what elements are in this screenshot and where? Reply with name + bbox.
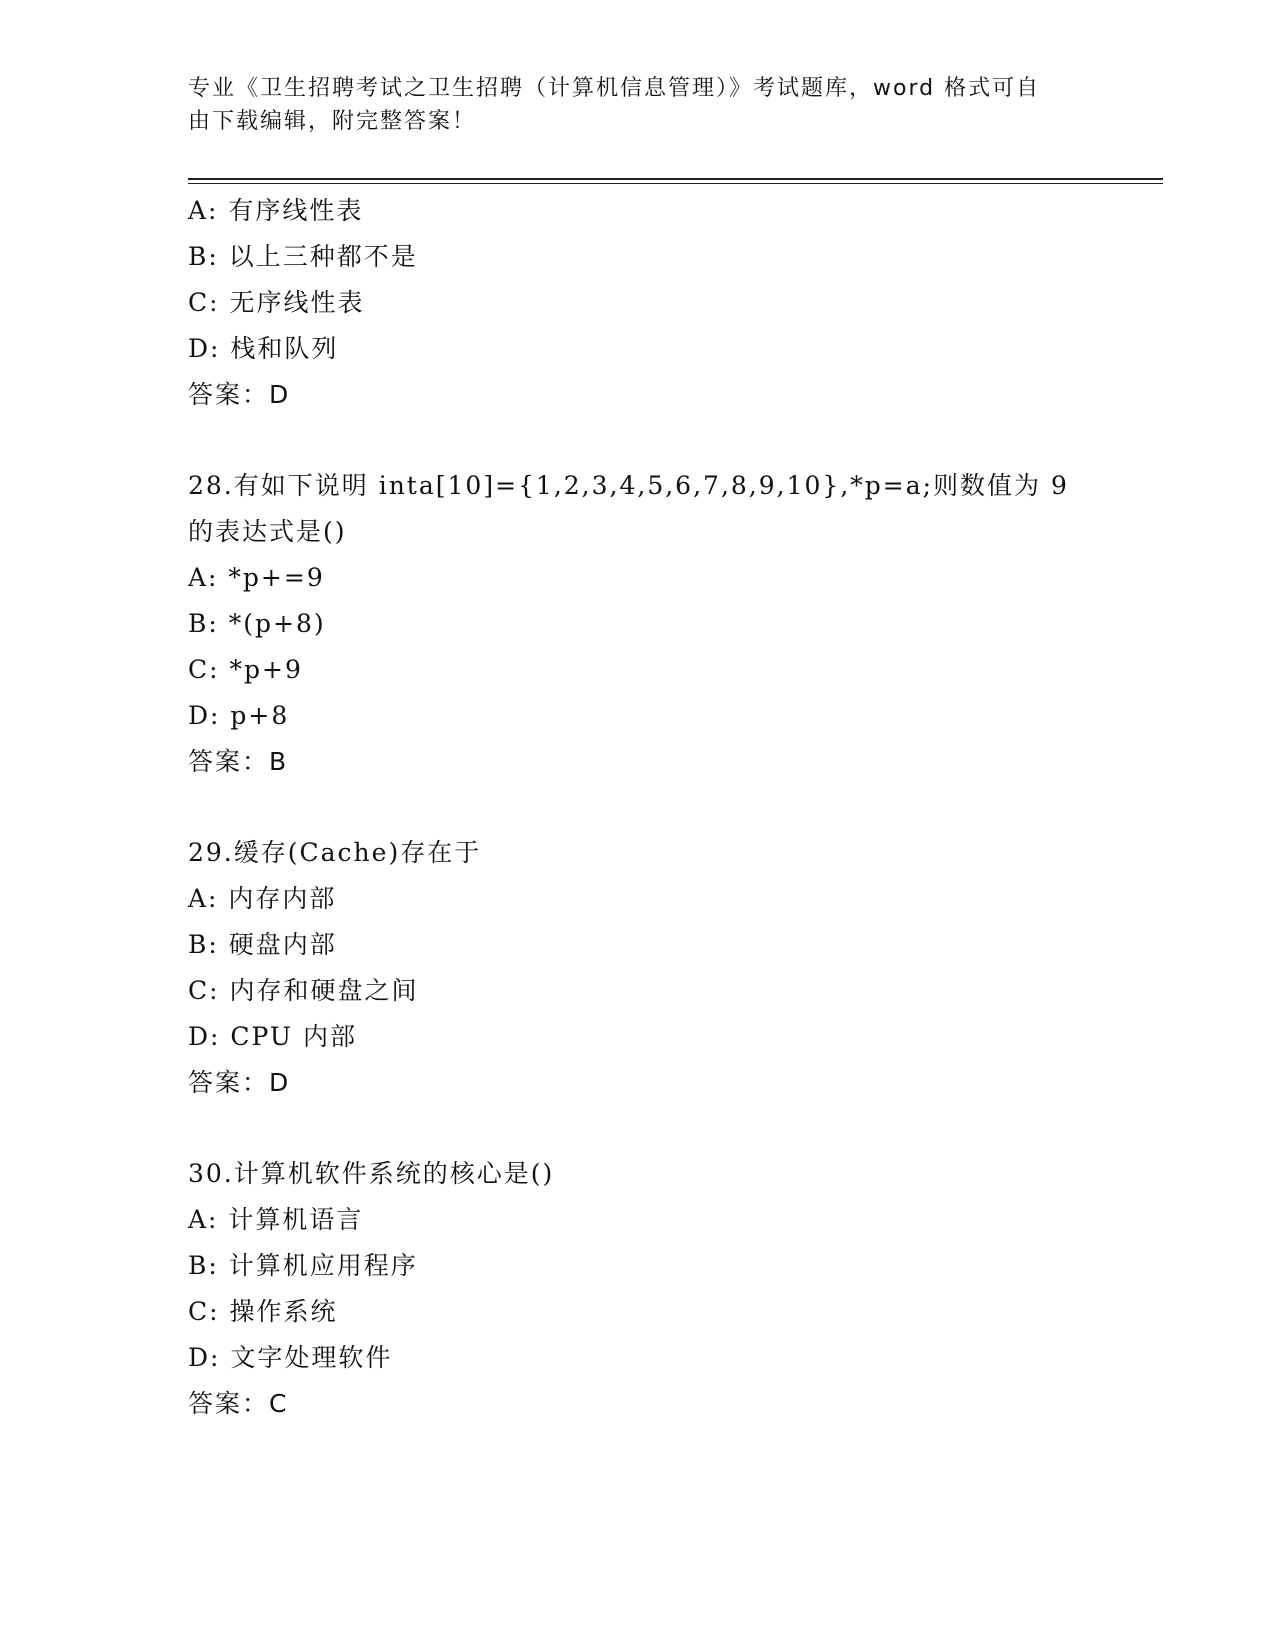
option-c: C: 操作系统 <box>188 1297 338 1326</box>
answer-line: 答案：D <box>188 380 291 409</box>
option-a: A: *p+=9 <box>188 563 325 592</box>
header-line-1: 专业《卫生招聘考试之卫生招聘（计算机信息管理）》考试题库，word 格式可自 <box>188 76 1041 101</box>
spacer <box>188 785 1168 830</box>
option-d: D: 文字处理软件 <box>188 1343 393 1372</box>
spacer <box>188 1106 1168 1151</box>
question-stem: 30.计算机软件系统的核心是() <box>188 1159 555 1188</box>
option-a: A: 有序线性表 <box>188 196 364 225</box>
answer-line: 答案：D <box>188 1068 291 1097</box>
option-c: C: 无序线性表 <box>188 288 365 317</box>
option-b: B: *(p+8) <box>188 609 326 638</box>
question-stem-continued: 的表达式是() <box>188 517 347 546</box>
answer-line: 答案：C <box>188 1389 289 1418</box>
document-header <box>188 72 1068 138</box>
option-d: D: p+8 <box>188 701 290 730</box>
question-stem: 28.有如下说明 inta[10]={1,2,3,4,5,6,7,8,9,10},*p=a;则数值为 9 <box>188 471 1069 500</box>
option-a: A: 计算机语言 <box>188 1205 364 1234</box>
question-stem: 29.缓存(Cache)存在于 <box>188 838 482 867</box>
option-d: D: 栈和队列 <box>188 334 339 363</box>
option-d: D: CPU 内部 <box>188 1022 357 1051</box>
question-29 <box>188 830 1168 1106</box>
header-line-2: 由下载编辑，附完整答案！ <box>188 109 477 134</box>
option-b: B: 计算机应用程序 <box>188 1251 418 1280</box>
question-30 <box>188 1151 1168 1427</box>
option-b: B: 以上三种都不是 <box>188 242 418 271</box>
option-b: B: 硬盘内部 <box>188 930 337 959</box>
spacer <box>188 418 1168 463</box>
option-c: C: *p+9 <box>188 655 303 684</box>
header-rule-thin <box>188 183 1163 184</box>
question-list <box>188 188 1168 1427</box>
option-a: A: 内存内部 <box>188 884 337 913</box>
header-rule-thick <box>188 178 1163 180</box>
question-28 <box>188 463 1168 785</box>
question-27 <box>188 188 1168 418</box>
answer-line: 答案：B <box>188 747 289 776</box>
option-c: C: 内存和硬盘之间 <box>188 976 419 1005</box>
